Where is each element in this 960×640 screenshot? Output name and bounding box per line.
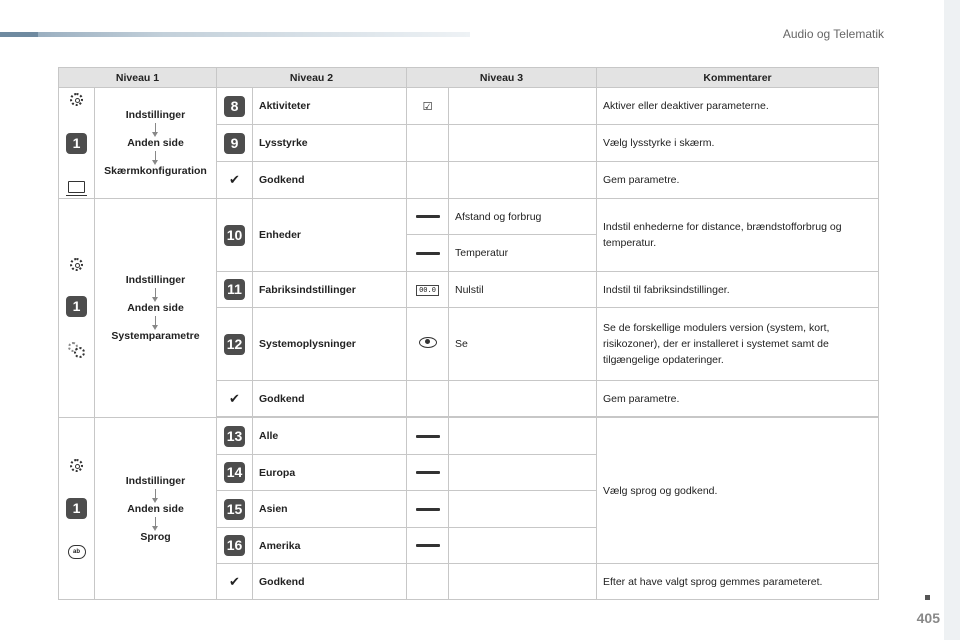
checkbox-toggle-icon[interactable]: ☑ — [422, 100, 433, 113]
level2-label: Amerika — [253, 528, 407, 564]
screen-config-icon — [68, 181, 85, 193]
nav-step-label: Skærmkonfiguration — [104, 165, 207, 177]
nav-step-label: Systemparametre — [111, 330, 200, 342]
language-icon: ab — [68, 545, 86, 559]
level2-label: Systemoplysninger — [253, 308, 407, 381]
nav-step-label: Sprog — [140, 530, 171, 543]
section-title: Audio og Telematik — [782, 27, 884, 41]
arrow-down-icon — [155, 316, 156, 328]
nav-step-label: Anden side — [127, 302, 184, 314]
nav-step-label: Anden side — [127, 137, 184, 149]
empty-icon-cell — [407, 125, 449, 162]
settings-gear-icon — [70, 93, 83, 106]
table-row — [59, 199, 879, 235]
option-bar-icon[interactable] — [416, 471, 440, 474]
comment: Aktiver eller deaktiver parameterne. — [597, 88, 879, 125]
option-bar-icon[interactable] — [416, 544, 440, 547]
comment: Se de forskellige modulers version (system, kort, risikozoner), der er installeret i systemet samt de tilgængelige opdateringer. — [597, 308, 879, 381]
level1-icons — [59, 199, 95, 418]
level3-label — [449, 491, 597, 528]
view-eye-icon[interactable] — [419, 337, 437, 348]
level2-label: Godkend — [253, 381, 407, 417]
option-bar-icon[interactable] — [416, 508, 440, 511]
settings-table — [58, 67, 879, 600]
header-kommentarer: Kommentarer — [597, 68, 879, 88]
empty-icon-cell — [407, 162, 449, 199]
option-bar-icon[interactable] — [416, 435, 440, 438]
step-badge: 13 — [224, 426, 245, 447]
page-marker — [925, 595, 930, 600]
level3-label: Temperatur — [449, 235, 597, 272]
level3-label — [449, 418, 597, 455]
level3-label — [449, 564, 597, 600]
comment: Vælg sprog og godkend. — [597, 418, 879, 564]
level1-icons — [59, 418, 95, 600]
empty-icon-cell — [407, 564, 449, 600]
level2-label: Aktiviteter — [253, 88, 407, 125]
step-badge: 10 — [224, 225, 245, 246]
option-bar-icon[interactable] — [416, 215, 440, 218]
comment: Indstil til fabriksindstillinger. — [597, 272, 879, 308]
level3-label: Nulstil — [449, 272, 597, 308]
system-gears-icon — [68, 342, 86, 358]
header-niveau-3: Niveau 3 — [407, 68, 597, 88]
level2-label: Europa — [253, 455, 407, 491]
level2-label: Alle — [253, 418, 407, 455]
step-badge: 8 — [224, 96, 245, 117]
step-badge: 11 — [224, 279, 245, 300]
step-badge: 1 — [66, 296, 87, 317]
header-niveau-1: Niveau 1 — [59, 68, 217, 88]
header-niveau-2: Niveau 2 — [217, 68, 407, 88]
arrow-down-icon — [155, 123, 156, 135]
level2-label: Asien — [253, 491, 407, 528]
arrow-down-icon — [155, 288, 156, 300]
arrow-down-icon — [155, 517, 156, 529]
level3-label — [449, 162, 597, 199]
header-accent-bar-dark — [0, 32, 38, 37]
step-badge: 1 — [66, 498, 87, 519]
comment: Indstil enhederne for distance, brændstofforbrug og temperatur. — [597, 199, 879, 272]
level3-label — [449, 125, 597, 162]
arrow-down-icon — [155, 151, 156, 163]
page-number: 405 — [916, 610, 940, 626]
step-badge: 1 — [66, 133, 87, 154]
nav-step-label: Indstillinger — [125, 109, 186, 121]
level2-label: Fabriksindstillinger — [253, 272, 407, 308]
step-badge: 15 — [224, 499, 245, 520]
step-badge: 14 — [224, 462, 245, 483]
settings-gear-icon — [70, 459, 83, 472]
level3-label — [449, 88, 597, 125]
level2-label: Lysstyrke — [253, 125, 407, 162]
level3-label: Se — [449, 308, 597, 381]
table-row — [59, 418, 879, 455]
comment: Gem parametre. — [597, 381, 879, 417]
level2-label: Enheder — [253, 199, 407, 272]
level2-label: Godkend — [253, 162, 407, 199]
nav-step-label: Indstillinger — [125, 274, 186, 286]
empty-icon-cell — [407, 381, 449, 417]
arrow-down-icon — [155, 489, 156, 501]
checkmark-icon[interactable]: ✔ — [229, 573, 240, 589]
level1-navigation — [95, 88, 217, 199]
step-badge: 9 — [224, 133, 245, 154]
checkmark-icon[interactable]: ✔ — [229, 172, 240, 187]
level1-navigation — [95, 418, 217, 600]
table-row — [59, 88, 879, 125]
step-badge: 12 — [224, 334, 245, 355]
level3-label — [449, 381, 597, 417]
option-bar-icon[interactable] — [416, 252, 440, 255]
settings-gear-icon — [70, 258, 83, 271]
comment: Efter at have valgt sprog gemmes parameteret. — [597, 564, 879, 600]
comment: Gem parametre. — [597, 162, 879, 199]
header-accent-bar — [0, 32, 470, 37]
level3-label — [449, 528, 597, 564]
table-header-row — [59, 68, 879, 88]
level2-label: Godkend — [253, 564, 407, 600]
nav-step-label: Indstillinger — [125, 474, 186, 487]
level1-navigation — [95, 199, 217, 418]
nav-step-label: Anden side — [127, 502, 184, 515]
level1-icons — [59, 88, 95, 199]
level3-label — [449, 455, 597, 491]
page-edge-strip — [944, 0, 960, 640]
comment: Vælg lysstyrke i skærm. — [597, 125, 879, 162]
checkmark-icon[interactable]: ✔ — [229, 390, 240, 406]
reset-counter-icon[interactable]: 00.0 — [416, 285, 439, 296]
level3-label: Afstand og forbrug — [449, 199, 597, 235]
step-badge: 16 — [224, 535, 245, 556]
